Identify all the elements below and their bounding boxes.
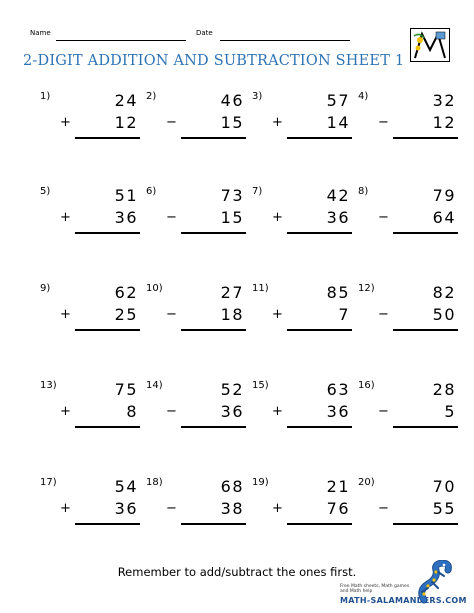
bottom-operand: 8 <box>126 402 138 421</box>
top-operand: 62 <box>114 283 138 302</box>
answer-line <box>75 232 140 234</box>
bottom-operand: 5 <box>444 402 456 421</box>
problem-number: 17) <box>40 477 57 488</box>
problem-number: 6) <box>146 186 157 197</box>
bottom-operand: 64 <box>432 208 456 227</box>
problem-14 <box>146 380 256 440</box>
bottom-operand: 36 <box>220 402 244 421</box>
answer-line <box>393 232 458 234</box>
answer-line <box>181 523 246 525</box>
operator: + <box>272 404 283 419</box>
problem-16 <box>358 380 468 440</box>
problem-number: 20) <box>358 477 375 488</box>
problem-number: 4) <box>358 91 369 102</box>
operator: + <box>60 210 71 225</box>
operator: − <box>166 501 177 516</box>
bottom-operand: 18 <box>220 305 244 324</box>
bottom-operand: 36 <box>326 402 350 421</box>
top-operand: 68 <box>220 477 244 496</box>
top-operand: 79 <box>432 186 456 205</box>
operator: + <box>272 115 283 130</box>
answer-line <box>181 137 246 139</box>
problem-number: 18) <box>146 477 163 488</box>
bottom-operand: 36 <box>114 208 138 227</box>
operator: − <box>166 307 177 322</box>
top-operand: 73 <box>220 186 244 205</box>
problem-number: 10) <box>146 283 163 294</box>
name-label: Name <box>30 29 51 37</box>
bottom-operand: 36 <box>114 499 138 518</box>
bottom-operand: 15 <box>220 208 244 227</box>
operator: + <box>60 115 71 130</box>
date-label: Date <box>196 29 213 37</box>
bottom-operand: 55 <box>432 499 456 518</box>
operator: − <box>378 307 389 322</box>
operator: − <box>166 404 177 419</box>
problem-number: 2) <box>146 91 157 102</box>
answer-line <box>75 426 140 428</box>
operator: + <box>60 501 71 516</box>
bottom-operand: 15 <box>220 113 244 132</box>
bottom-operand: 12 <box>114 113 138 132</box>
top-operand: 75 <box>114 380 138 399</box>
problem-number: 7) <box>252 186 263 197</box>
problem-18 <box>146 477 256 537</box>
problem-number: 3) <box>252 91 263 102</box>
problem-2 <box>146 91 256 151</box>
answer-line <box>75 329 140 331</box>
operator: − <box>378 210 389 225</box>
answer-line <box>393 426 458 428</box>
problem-9 <box>40 283 150 343</box>
answer-line <box>287 137 352 139</box>
top-operand: 24 <box>114 91 138 110</box>
top-operand: 28 <box>432 380 456 399</box>
answer-line <box>75 523 140 525</box>
top-operand: 70 <box>432 477 456 496</box>
operator: + <box>60 307 71 322</box>
operator: + <box>272 210 283 225</box>
answer-line <box>181 232 246 234</box>
operator: − <box>378 501 389 516</box>
problem-1 <box>40 91 150 151</box>
problem-7 <box>252 186 362 246</box>
answer-line <box>181 426 246 428</box>
problem-4 <box>358 91 468 151</box>
bottom-operand: 14 <box>326 113 350 132</box>
problem-number: 12) <box>358 283 375 294</box>
top-operand: 42 <box>326 186 350 205</box>
problem-number: 11) <box>252 283 269 294</box>
math-salamanders-logo-icon <box>410 28 450 62</box>
answer-line <box>287 523 352 525</box>
name-line <box>56 40 186 41</box>
top-operand: 54 <box>114 477 138 496</box>
page-title: 2-DIGIT ADDITION AND SUBTRACTION SHEET 1 <box>23 53 405 69</box>
bottom-operand: 50 <box>432 305 456 324</box>
operator: + <box>272 307 283 322</box>
problem-15 <box>252 380 362 440</box>
bottom-operand: 36 <box>326 208 350 227</box>
footer-brand: MATH-SALAMANDERS.COM <box>340 596 467 605</box>
operator: − <box>378 404 389 419</box>
problem-number: 19) <box>252 477 269 488</box>
top-operand: 51 <box>114 186 138 205</box>
problem-number: 14) <box>146 380 163 391</box>
top-operand: 52 <box>220 380 244 399</box>
answer-line <box>287 329 352 331</box>
answer-line <box>75 137 140 139</box>
problem-6 <box>146 186 256 246</box>
problem-number: 15) <box>252 380 269 391</box>
operator: + <box>60 404 71 419</box>
answer-line <box>181 329 246 331</box>
problem-10 <box>146 283 256 343</box>
bottom-operand: 7 <box>338 305 350 324</box>
answer-line <box>393 137 458 139</box>
top-operand: 32 <box>432 91 456 110</box>
bottom-operand: 38 <box>220 499 244 518</box>
problem-20 <box>358 477 468 537</box>
operator: + <box>272 501 283 516</box>
problem-8 <box>358 186 468 246</box>
top-operand: 57 <box>326 91 350 110</box>
problem-number: 16) <box>358 380 375 391</box>
bottom-operand: 25 <box>114 305 138 324</box>
problem-number: 13) <box>40 380 57 391</box>
problem-17 <box>40 477 150 537</box>
operator: − <box>166 115 177 130</box>
salamander-icon <box>414 560 456 604</box>
problem-3 <box>252 91 362 151</box>
problem-11 <box>252 283 362 343</box>
answer-line <box>393 329 458 331</box>
top-operand: 27 <box>220 283 244 302</box>
problem-number: 1) <box>40 91 51 102</box>
problem-12 <box>358 283 468 343</box>
problem-19 <box>252 477 362 537</box>
problem-5 <box>40 186 150 246</box>
answer-line <box>287 426 352 428</box>
problem-number: 5) <box>40 186 51 197</box>
answer-line <box>287 232 352 234</box>
bottom-operand: 76 <box>326 499 350 518</box>
top-operand: 85 <box>326 283 350 302</box>
top-operand: 21 <box>326 477 350 496</box>
instruction-text: Remember to add/subtract the ones first. <box>117 565 357 579</box>
bottom-operand: 12 <box>432 113 456 132</box>
problem-number: 8) <box>358 186 369 197</box>
answer-line <box>393 523 458 525</box>
problem-13 <box>40 380 150 440</box>
operator: − <box>166 210 177 225</box>
footer-tagline: Free Math sheets, Math games and Math help <box>340 584 410 594</box>
top-operand: 82 <box>432 283 456 302</box>
top-operand: 46 <box>220 91 244 110</box>
operator: − <box>378 115 389 130</box>
problem-number: 9) <box>40 283 51 294</box>
top-operand: 63 <box>326 380 350 399</box>
date-line <box>220 40 350 41</box>
